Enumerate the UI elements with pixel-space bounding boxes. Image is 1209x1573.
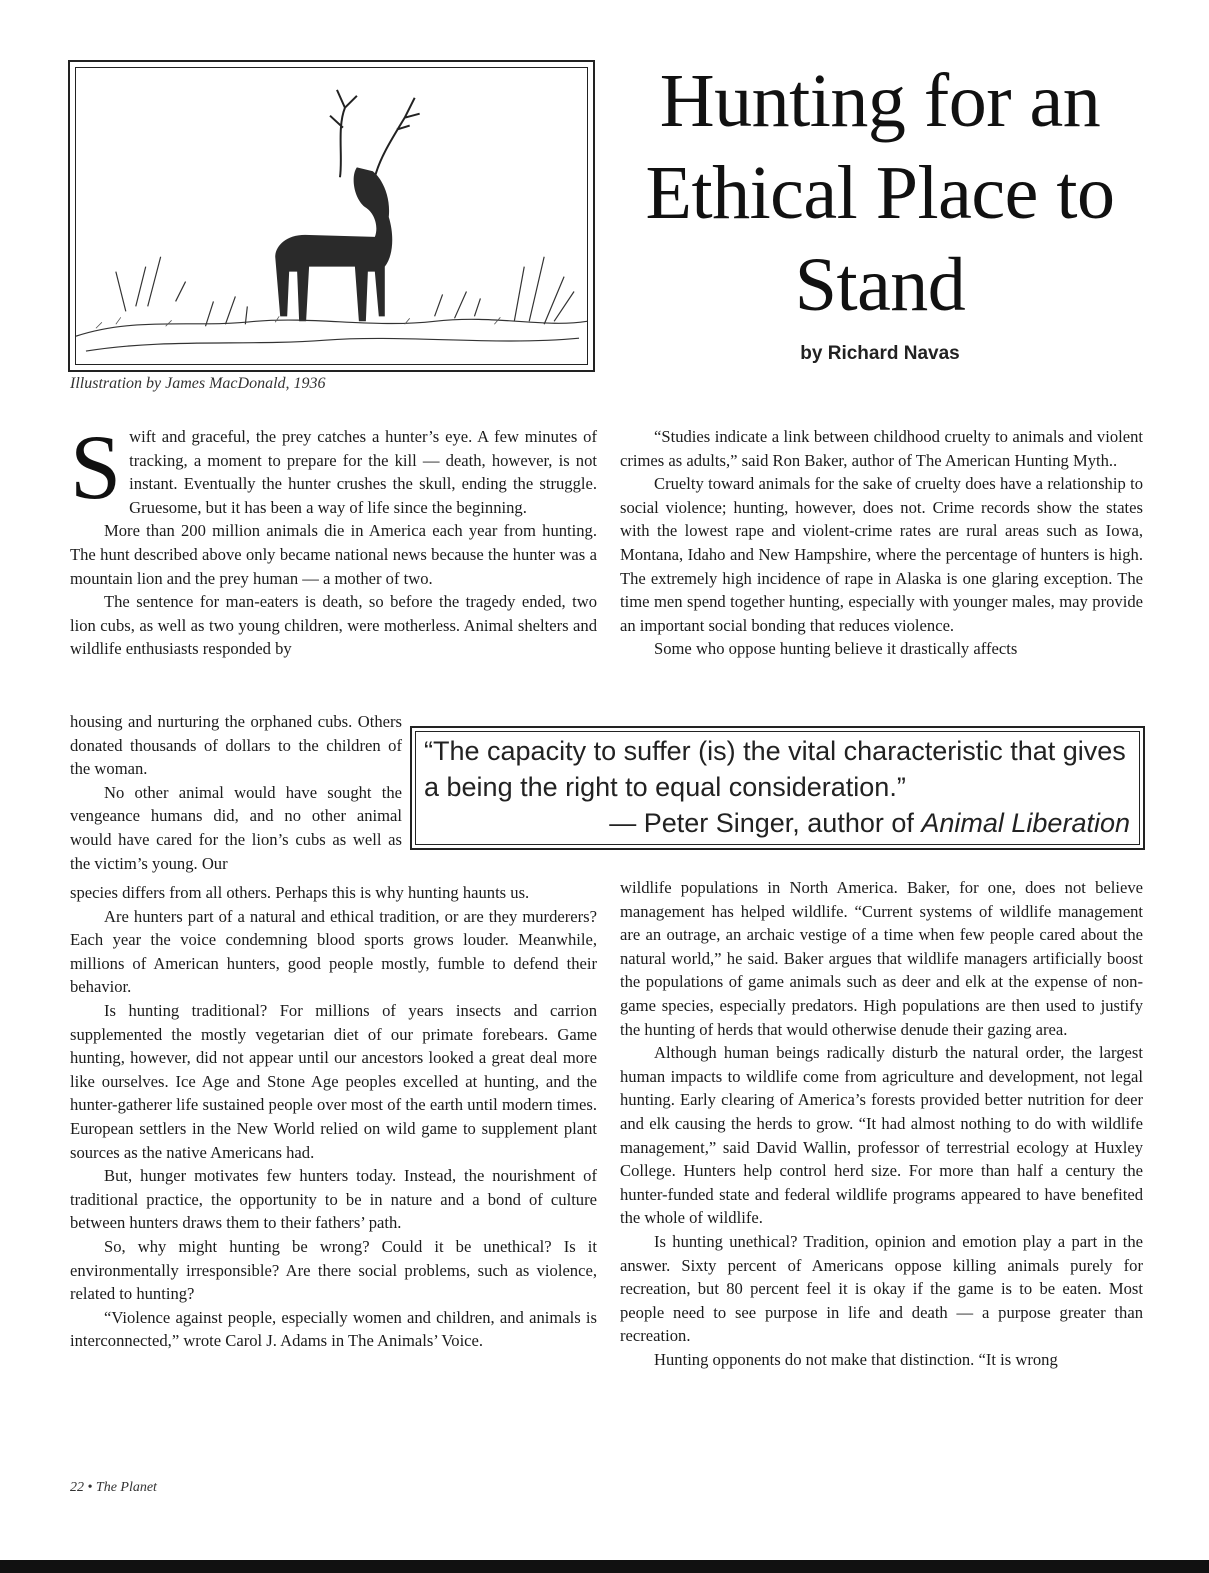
paragraph: housing and nurturing the orphaned cubs. Others donated thousands of dollars to the children of the woman. <box>70 712 402 779</box>
pull-quote <box>424 733 1130 841</box>
dropcap: S <box>70 416 122 518</box>
byline: by Richard Navas <box>800 343 960 364</box>
page-footer: 22 • The Planet <box>70 1480 157 1495</box>
deer-drawing <box>76 68 587 364</box>
headline-line-3: Stand <box>794 243 966 327</box>
paragraph-text: wift and graceful, the prey catches a hunter’s eye. A few minutes of tracking, a moment to prepare for the kill — death, however, is not instant. Eventually the hunter crushes the skull, ending the struggle. Gruesome, but it has been a way of life since the beginning. <box>129 427 597 517</box>
paragraph: Although human beings radically disturb the natural order, the largest human impacts to wildlife come from agriculture and development, not legal hunting. Early clearing of America’s forests provided better nutrition for deer and elk causing the herds to grow. “It had almost nothing to do with wildlife management,” said David Wallin, professor of terrestrial ecology at Huxley College. Hunters help control herd size. For more than half a century the hunter-funded state and federal wildlife programs appeared to have benefited the whole of wildlife. <box>620 1043 1143 1228</box>
column-left-middle <box>70 710 402 875</box>
paragraph: “Violence against people, especially women and children, and animals is interconnected,” wrote Carol J. Adams in The Animals’ Voice. <box>70 1307 597 1351</box>
column-right-top <box>620 425 1143 661</box>
paragraph: Is hunting unethical? Tradition, opinion and emotion play a part in the answer. Sixty percent of Americans oppose killing animals purely for recreation, but 80 percent feel it is okay if the game is to be eaten. Most people need to see purpose in life and death — a purpose greater than recreation. <box>620 1231 1143 1346</box>
paragraph: species differs from all others. Perhaps this is why hunting haunts us. <box>70 883 530 902</box>
paragraph: Are hunters part of a natural and ethical tradition, or are they murderers? Each year the voice condemning blood sports grows louder. Meanwhile, millions of American hunters, good people mostly, fumble to defend their behavior. <box>70 906 597 997</box>
headline-line-1: Hunting for an <box>659 59 1101 143</box>
column-right-bottom <box>620 876 1143 1371</box>
paragraph: No other animal would have sought the vengeance humans did, and no other animal would have cared for the lion’s cubs as well as the victim’s young. Our <box>70 782 402 873</box>
pull-quote-attribution <box>424 805 1130 841</box>
attribution-title: Animal Liberation <box>921 808 1130 838</box>
paragraph: The sentence for man-eaters is death, so before the tragedy ended, two lion cubs, as well as two young children, were motherless. Animal shelters and wildlife enthusiasts responded by <box>70 592 597 659</box>
paragraph: wildlife populations in North America. Baker, for one, does not believe management has helped wildlife. “Current systems of wildlife management are an outrage, an archaic vestige of a time when few people cared about the natural world,” he said. Baker argues that wildlife managers artificially boost the populations of game animals such as deer and elk at the expense of non-game species, especially predators. High populations are then used to justify the hunting of herds that would otherwise denude their gazing area. <box>620 878 1143 1039</box>
article-headline <box>615 55 1145 331</box>
pull-quote-text: “The capacity to suffer (is) the vital characteristic that gives a being the right to equal consideration.” <box>424 736 1126 802</box>
paragraph: Is hunting traditional? For millions of years insects and carrion supplemented the mostly vegetarian diet of our primate forebears. Game hunting, however, did not appear until our ancestors looked a great deal more like ourselves. Ice Age and Stone Age peoples excelled at hunting, and the hunter-gatherer life sustained people over most of the earth until modern times. European settlers in the New World relied on wild game to supplement plant sources as the native Americans had. <box>70 1000 597 1162</box>
paragraph <box>70 416 597 519</box>
paragraph: More than 200 million animals die in America each year from hunting. The hunt described above only became national news because the hunter was a mountain lion and the prey human — a mother of two. <box>70 521 597 588</box>
illustration-caption: Illustration by James MacDonald, 1936 <box>70 375 326 392</box>
paragraph: But, hunger motivates few hunters today. Instead, the nourishment of traditional practice, the opportunity to be in nature and a bond of culture between hunters draws them to their fathers’ path. <box>70 1166 597 1233</box>
bottom-rule <box>0 1560 1209 1573</box>
column-left-top <box>70 416 597 661</box>
attribution-prefix: — Peter Singer, author of <box>609 808 922 838</box>
deer-illustration <box>75 67 588 365</box>
paragraph: Some who oppose hunting believe it drastically affects <box>654 639 1018 659</box>
paragraph: So, why might hunting be wrong? Could it be unethical? Is it environmentally irresponsible? Are there social problems, such as violence, related to hunting? <box>70 1236 597 1304</box>
paragraph: “Studies indicate a link between childhood cruelty to animals and violent crimes as adults,” said Ron Baker, author of The American Hunting Myth.. <box>620 427 1143 470</box>
paragraph: Cruelty toward animals for the sake of cruelty does have a relationship to social violence; hunting, however, does not. Crime records show the states with the lowest rape and violent-crime rates are rural areas such as Iowa, Montana, Idaho and New Hampshire, where the percentage of hunters is high. The extremely high incidence of rape in Alaska is one glaring exception. The time men spend together hunting, especially with younger males, may provide an important social bonding that reduces violence. <box>620 474 1143 635</box>
paragraph: Hunting opponents do not make that distinction. “It is wrong <box>654 1349 1058 1369</box>
headline-line-2: Ethical Place to <box>645 151 1115 235</box>
column-left-bottom <box>70 881 597 1353</box>
